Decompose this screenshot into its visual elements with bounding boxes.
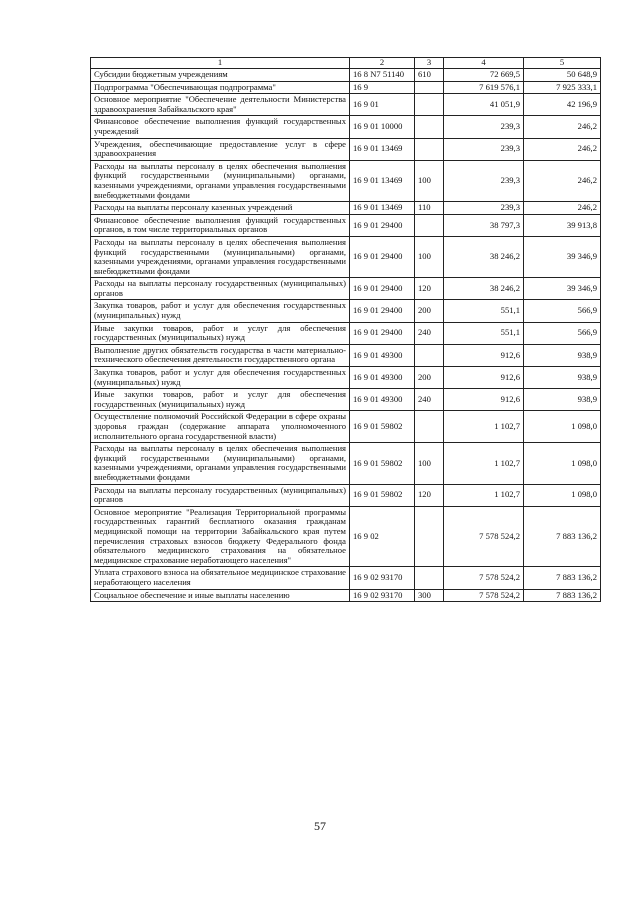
row-expense-type: 300: [415, 589, 444, 602]
row-value-col5: 1 098,0: [524, 411, 601, 443]
row-code: 16 9 02 93170: [350, 567, 415, 589]
row-code: 16 9 01 29400: [350, 236, 415, 277]
row-value-col4: 38 246,2: [444, 236, 524, 277]
row-value-col5: 938,9: [524, 367, 601, 389]
row-value-col4: 1 102,7: [444, 484, 524, 506]
row-expense-type: 100: [415, 236, 444, 277]
row-name: Иные закупки товаров, работ и услуг для обеспечения государственных (муниципальных) нужд: [91, 389, 350, 411]
row-code: 16 9 01 29400: [350, 300, 415, 322]
row-code: 16 9 01 49300: [350, 344, 415, 366]
row-code: 16 9 01 29400: [350, 214, 415, 236]
row-code: 16 9 01 13469: [350, 138, 415, 160]
row-name: Расходы на выплаты персоналу государственных (муниципальных) органов: [91, 278, 350, 300]
table-row: [91, 567, 601, 589]
row-value-col5: 246,2: [524, 116, 601, 138]
row-value-col4: 1 102,7: [444, 411, 524, 443]
row-value-col4: 72 669,5: [444, 69, 524, 82]
row-name: Выполнение других обязательств государства в части материально-технического обеспечения деятельности государственного органа: [91, 344, 350, 366]
row-expense-type: 200: [415, 367, 444, 389]
row-value-col5: 246,2: [524, 138, 601, 160]
row-code: 16 9 01 13469: [350, 202, 415, 215]
row-code: 16 9 01 10000: [350, 116, 415, 138]
table-row: [91, 443, 601, 484]
header-col-5: 5: [524, 58, 601, 69]
row-value-col4: 239,3: [444, 202, 524, 215]
row-value-col5: 938,9: [524, 389, 601, 411]
row-value-col4: 7 578 524,2: [444, 506, 524, 567]
row-value-col4: 38 246,2: [444, 278, 524, 300]
row-value-col4: 912,6: [444, 344, 524, 366]
row-value-col5: 566,9: [524, 300, 601, 322]
table-row: [91, 236, 601, 277]
table-header-row: [91, 58, 601, 69]
row-value-col4: 41 051,9: [444, 94, 524, 116]
row-value-col5: 50 648,9: [524, 69, 601, 82]
row-expense-type: 120: [415, 278, 444, 300]
table-row: [91, 411, 601, 443]
row-name: Расходы на выплаты персоналу казенных учреждений: [91, 202, 350, 215]
row-expense-type: 240: [415, 389, 444, 411]
row-code: 16 9 01 59802: [350, 484, 415, 506]
row-expense-type: [415, 214, 444, 236]
row-code: 16 9 01 49300: [350, 389, 415, 411]
row-value-col5: 566,9: [524, 322, 601, 344]
row-name: Субсидии бюджетным учреждениям: [91, 69, 350, 82]
table-row: [91, 81, 601, 94]
row-code: 16 9: [350, 81, 415, 94]
row-code: 16 9 01 29400: [350, 278, 415, 300]
row-value-col5: 7 883 136,2: [524, 567, 601, 589]
table-row: [91, 300, 601, 322]
row-code: 16 9 01: [350, 94, 415, 116]
row-name: Иные закупки товаров, работ и услуг для обеспечения государственных (муниципальных) нужд: [91, 322, 350, 344]
table-row: [91, 589, 601, 602]
row-value-col5: 39 346,9: [524, 278, 601, 300]
row-expense-type: 200: [415, 300, 444, 322]
table-row: [91, 138, 601, 160]
row-expense-type: 610: [415, 69, 444, 82]
row-code: 16 9 01 49300: [350, 367, 415, 389]
table-row: [91, 322, 601, 344]
row-value-col4: 1 102,7: [444, 443, 524, 484]
row-value-col4: 239,3: [444, 160, 524, 201]
row-code: 16 9 01 59802: [350, 411, 415, 443]
row-code: 16 9 01 13469: [350, 160, 415, 201]
table-row: [91, 116, 601, 138]
table-row: [91, 484, 601, 506]
row-expense-type: 240: [415, 322, 444, 344]
table-row: [91, 389, 601, 411]
row-value-col5: 1 098,0: [524, 484, 601, 506]
table-row: [91, 160, 601, 201]
row-name: Социальное обеспечение и иные выплаты населению: [91, 589, 350, 602]
table-row: [91, 69, 601, 82]
table-row: [91, 94, 601, 116]
row-name: Основное мероприятие "Реализация Территориальной программы государственных гарантий бесплатного оказания гражданам медицинской помощи на территории Забайкальского края путем перечисления страховых взносов бюджету Федерального фонда обязательного медицинского страхования на обязательное медицинское страхование неработающего населения": [91, 506, 350, 567]
row-value-col5: 7 883 136,2: [524, 506, 601, 567]
row-value-col4: 7 578 524,2: [444, 589, 524, 602]
row-value-col5: 1 098,0: [524, 443, 601, 484]
header-col-1: 1: [91, 58, 350, 69]
row-value-col5: 7 925 333,1: [524, 81, 601, 94]
row-value-col5: 7 883 136,2: [524, 589, 601, 602]
row-value-col5: 39 913,8: [524, 214, 601, 236]
row-expense-type: [415, 567, 444, 589]
header-col-2: 2: [350, 58, 415, 69]
row-code: 16 9 02: [350, 506, 415, 567]
row-expense-type: [415, 116, 444, 138]
row-name: Осуществление полномочий Российской Федерации в сфере охраны здоровья граждан (содержание аппарата уполномоченного исполнительного органа государственной власти): [91, 411, 350, 443]
row-name: Закупка товаров, работ и услуг для обеспечения государственных (муниципальных) нужд: [91, 300, 350, 322]
table-row: [91, 506, 601, 567]
row-name: Расходы на выплаты персоналу государственных (муниципальных) органов: [91, 484, 350, 506]
row-expense-type: [415, 81, 444, 94]
row-value-col4: 7 578 524,2: [444, 567, 524, 589]
page-number: 57: [314, 819, 326, 833]
row-code: 16 9 02 93170: [350, 589, 415, 602]
row-name: Расходы на выплаты персоналу в целях обеспечения выполнения функций государственными (муниципальными) органами, казенными учреждениями, органами управления государственными внебюджетными фондами: [91, 443, 350, 484]
row-value-col5: 42 196,9: [524, 94, 601, 116]
row-expense-type: [415, 344, 444, 366]
row-name: Основное мероприятие "Обеспечение деятельности Министерства здравоохранения Забайкальского края": [91, 94, 350, 116]
row-value-col4: 912,6: [444, 389, 524, 411]
row-expense-type: [415, 94, 444, 116]
header-col-3: 3: [415, 58, 444, 69]
row-value-col5: 938,9: [524, 344, 601, 366]
row-name: Закупка товаров, работ и услуг для обеспечения государственных (муниципальных) нужд: [91, 367, 350, 389]
row-value-col5: 246,2: [524, 160, 601, 201]
row-value-col4: 38 797,3: [444, 214, 524, 236]
table-row: [91, 344, 601, 366]
row-value-col4: 239,3: [444, 138, 524, 160]
row-code: 16 8 N7 51140: [350, 69, 415, 82]
row-value-col5: 39 346,9: [524, 236, 601, 277]
row-expense-type: 100: [415, 443, 444, 484]
row-code: 16 9 01 59802: [350, 443, 415, 484]
row-expense-type: [415, 411, 444, 443]
budget-table: [90, 57, 601, 602]
table-row: [91, 214, 601, 236]
row-name: Подпрограмма "Обеспечивающая подпрограмма": [91, 81, 350, 94]
row-value-col4: 7 619 576,1: [444, 81, 524, 94]
table-row: [91, 367, 601, 389]
row-name: Финансовое обеспечение выполнения функций государственных органов, в том числе территориальных органов: [91, 214, 350, 236]
row-value-col4: 551,1: [444, 300, 524, 322]
row-name: Финансовое обеспечение выполнения функций государственных учреждений: [91, 116, 350, 138]
row-expense-type: [415, 138, 444, 160]
row-name: Расходы на выплаты персоналу в целях обеспечения выполнения функций государственными (муниципальными) органами, казенными учреждениями, органами управления государственными внебюджетными фондами: [91, 160, 350, 201]
row-expense-type: [415, 506, 444, 567]
row-expense-type: 110: [415, 202, 444, 215]
row-name: Уплата страхового взноса на обязательное медицинское страхование неработающего населения: [91, 567, 350, 589]
header-col-4: 4: [444, 58, 524, 69]
row-name: Учреждения, обеспечивающие предоставление услуг в сфере здравоохранения: [91, 138, 350, 160]
row-value-col4: 239,3: [444, 116, 524, 138]
row-value-col4: 551,1: [444, 322, 524, 344]
row-value-col4: 912,6: [444, 367, 524, 389]
table-row: [91, 278, 601, 300]
table-row: [91, 202, 601, 215]
row-expense-type: 120: [415, 484, 444, 506]
row-value-col5: 246,2: [524, 202, 601, 215]
row-expense-type: 100: [415, 160, 444, 201]
row-name: Расходы на выплаты персоналу в целях обеспечения выполнения функций государственными (муниципальными) органами, казенными учреждениями, органами управления государственными внебюджетными фондами: [91, 236, 350, 277]
row-code: 16 9 01 29400: [350, 322, 415, 344]
